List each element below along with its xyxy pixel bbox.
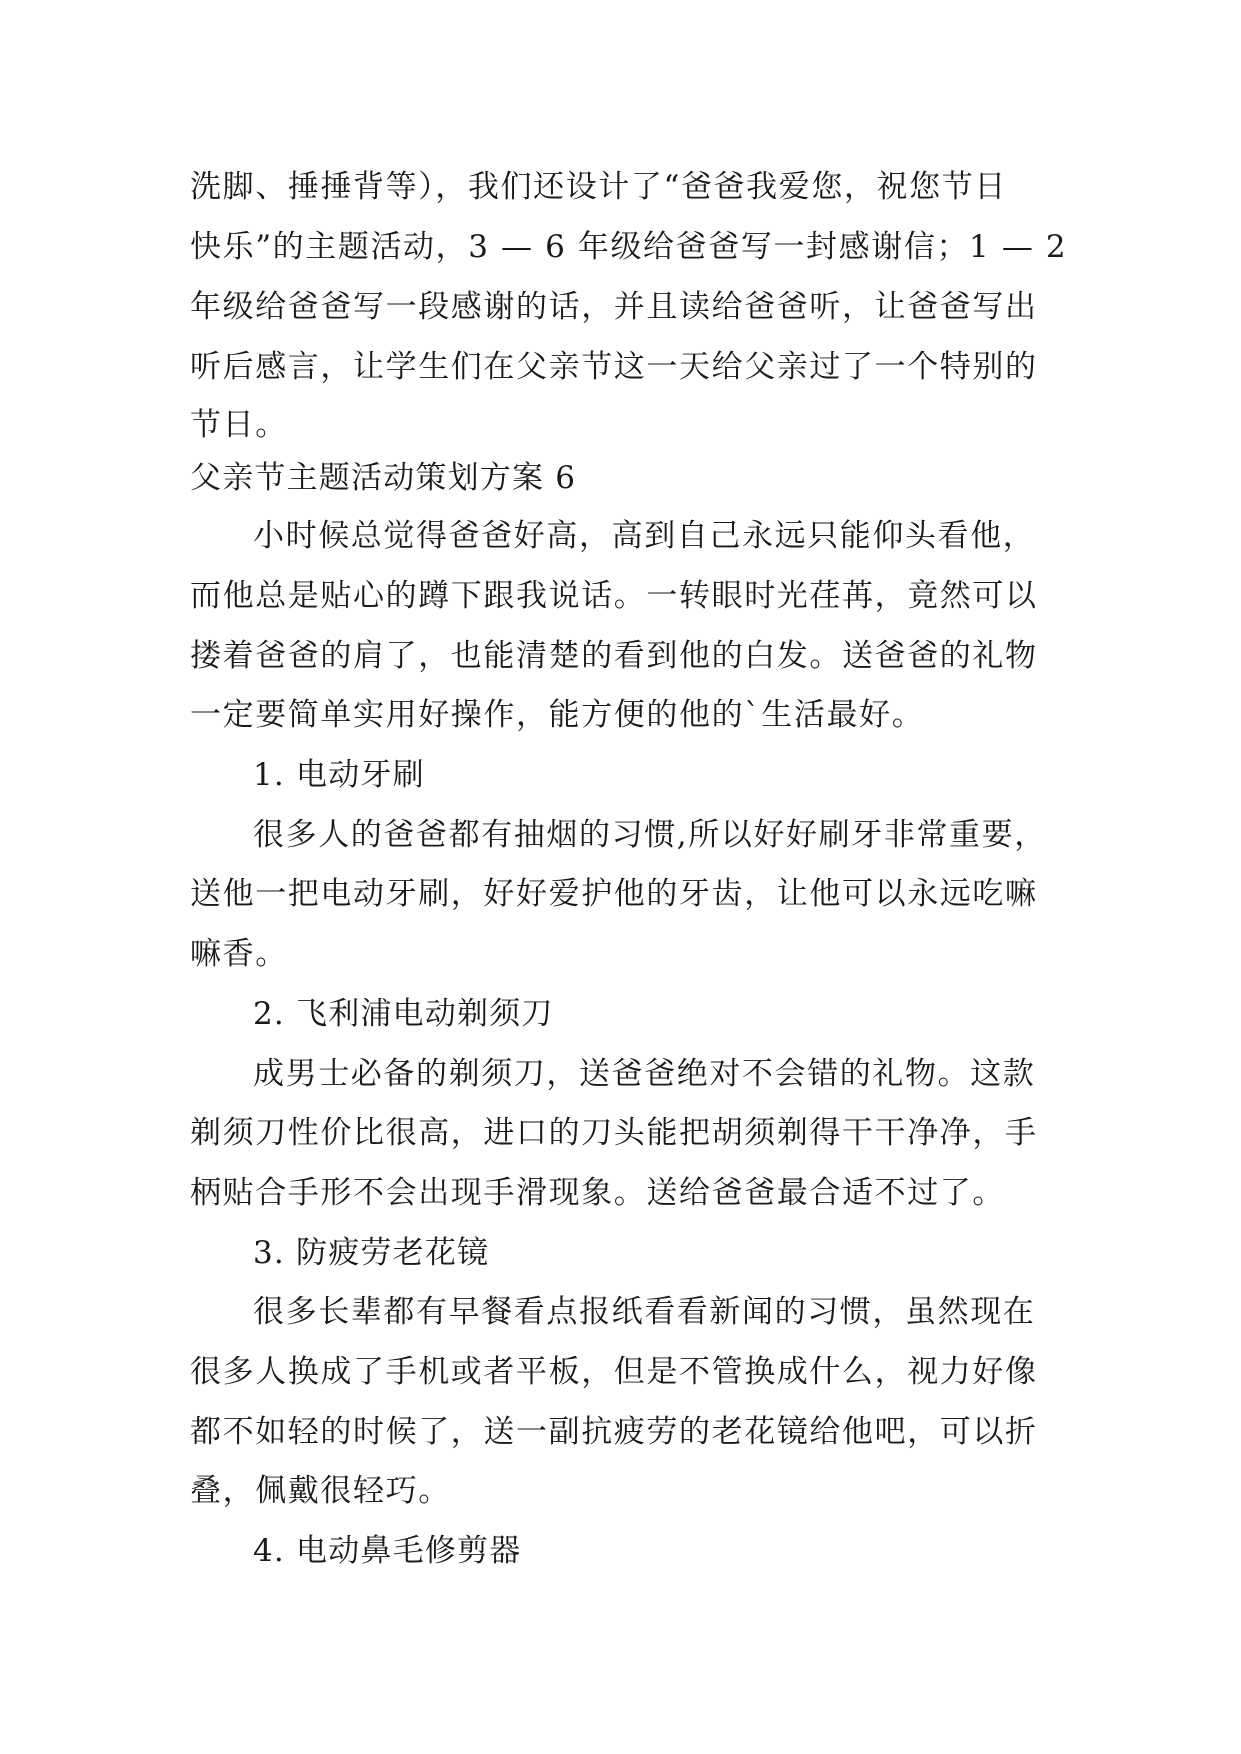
item-heading: 4. 电动鼻毛修剪器 xyxy=(253,1533,522,1569)
intro-line: 搂着爸爸的肩了，也能清楚的看到他的白发。送爸爸的礼物 xyxy=(190,638,1038,674)
paragraph-line: 年级给爸爸写一段感谢的话，并且读给爸爸听，让爸爸写出 xyxy=(190,289,1038,325)
paragraph-line: 节日。 xyxy=(190,407,288,443)
item-line: 很多人换成了手机或者平板，但是不管换成什么，视力好像 xyxy=(190,1354,1038,1390)
intro-line: 一定要简单实用好操作，能方便的他的`生活最好。 xyxy=(190,697,925,733)
item-line: 剃须刀性价比很高，进口的刀头能把胡须剃得干干净净，手 xyxy=(190,1115,1038,1151)
item-line: 嘛香。 xyxy=(190,936,288,972)
paragraph-line: 听后感言，让学生们在父亲节这一天给父亲过了一个特别的 xyxy=(190,349,1038,385)
item-heading: 1. 电动牙刷 xyxy=(253,757,425,793)
item-line: 送他一把电动牙刷，好好爱护他的牙齿，让他可以永远吃嘛 xyxy=(190,876,1038,912)
item-line: 很多人的爸爸都有抽烟的习惯,所以好好刷牙非常重要， xyxy=(253,817,1047,853)
item-heading: 3. 防疲劳老花镜 xyxy=(253,1235,490,1271)
item-line: 成男士必备的剃须刀，送爸爸绝对不会错的礼物。这款 xyxy=(253,1056,1036,1092)
item-line: 叠，佩戴很轻巧。 xyxy=(190,1473,451,1509)
paragraph-line: 洗脚、捶捶背等），我们还设计了“爸爸我爱您，祝您节日 xyxy=(190,169,1007,205)
item-line: 很多长辈都有早餐看点报纸看看新闻的习惯，虽然现在 xyxy=(253,1294,1036,1330)
section-title: 父亲节主题活动策划方案 6 xyxy=(190,460,577,496)
paragraph-line: 快乐”的主题活动，3 — 6 年级给爸爸写一封感谢信；1 — 2 xyxy=(190,229,1068,265)
intro-line: 而他总是贴心的蹲下跟我说话。一转眼时光荏苒，竟然可以 xyxy=(190,578,1038,614)
item-line: 柄贴合手形不会出现手滑现象。送给爸爸最合适不过了。 xyxy=(190,1175,1005,1211)
item-heading: 2. 飞利浦电动剃须刀 xyxy=(253,996,554,1032)
intro-line: 小时候总觉得爸爸好高，高到自己永远只能仰头看他， xyxy=(253,518,1036,554)
item-line: 都不如轻的时候了，送一副抗疲劳的老花镜给他吧，可以折 xyxy=(190,1414,1038,1450)
